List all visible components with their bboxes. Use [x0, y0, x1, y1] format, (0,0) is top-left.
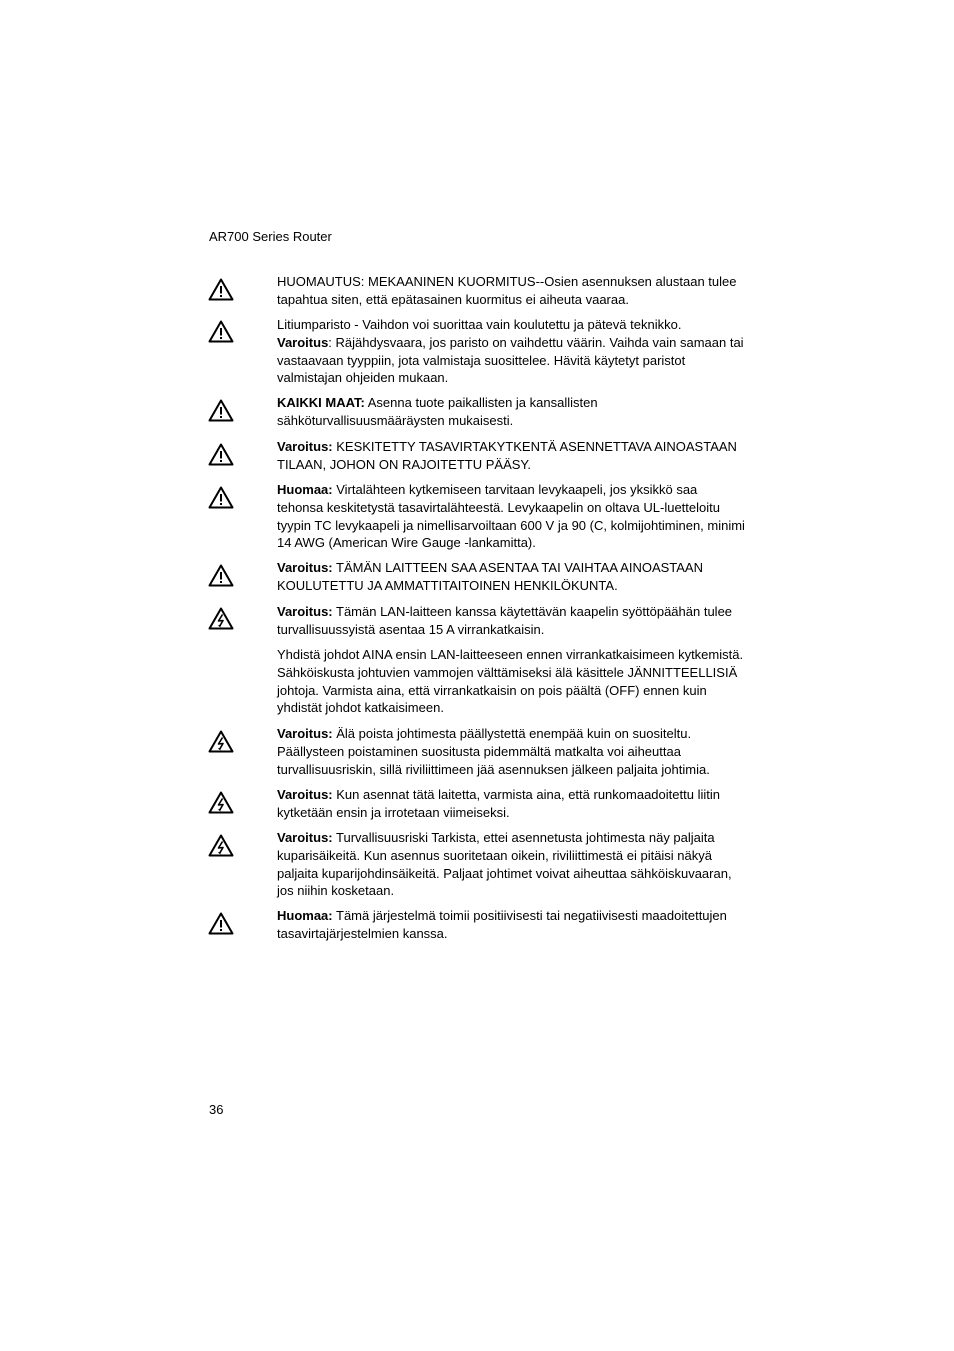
notice-lithium-battery — [277, 316, 747, 387]
notice-text: Virtalähteen kytkemiseen tarvitaan levykaapeli, jos yksikkö saa tehonsa keskitetystä tasavirtalähteestä. Levykaapelin on oltava UL-luetteloitu tyypin TC levykaapeli ja nimellisarvoiltaan 600 V ja 90 (C, kolmijohtiminen, minimi 14 AWG (American Wire Gauge -lankamitta). — [277, 482, 745, 551]
warning-triangle-icon — [208, 486, 234, 509]
notice-lead: Huomaa: — [277, 908, 333, 923]
notice-text: KESKITETTY TASAVIRTAKYTKENTÄ ASENNETTAVA AINOASTAAN TILAAN, JOHON ON RAJOITETTU PÄÄSY. — [277, 439, 737, 472]
running-header: AR700 Series Router — [209, 229, 332, 244]
notice-text: Asenna tuote paikallisten ja kansallisten sähköturvallisuusmääräysten mukaisesti. — [277, 395, 598, 428]
warning-triangle-icon — [208, 564, 234, 587]
warning-triangle-icon — [208, 320, 234, 343]
notice-text: Yhdistä johdot AINA ensin LAN-laitteeseen ennen virrankatkaisimeen kytkemistä. Sähköiskusta johtuvien vammojen välttämiseksi älä käsittele JÄNNITTEELLISIÄ johtoja. Varmista aina, että virrankatkaisin on pois päältä (OFF) ennen kuin yhdistät johdot katkaisimeen. — [277, 647, 744, 716]
notice-text: Älä poista johtimesta päällystettä enempää kuin on suositeltu. Päällysteen poistaminen suositusta pidemmältä matkalta voi aiheuttaa turvallisuusriskin, sillä riviliittimeen jää asennuksen jälkeen paljaita johtimia. — [277, 726, 710, 777]
electrical-hazard-icon — [208, 607, 234, 630]
notice-wire-stripping — [277, 725, 747, 778]
notice-lead: Varoitus: — [277, 560, 333, 575]
notice-text: TÄMÄN LAITTEEN SAA ASENTAA TAI VAIHTAA AINOASTAAN KOULUTETTU JA AMMATTITAITOINEN HENKILÖKUNTA. — [277, 560, 703, 593]
warning-triangle-icon — [208, 278, 234, 301]
notice-intro: Litiumparisto - Vaihdon voi suorittaa vain koulutettu ja pätevä teknikko. — [277, 317, 682, 332]
warning-triangle-icon — [208, 443, 234, 466]
notice-lead: Varoitus: — [277, 604, 333, 619]
notice-lead: Varoitus: — [277, 439, 333, 454]
notice-lead: Varoitus: — [277, 787, 333, 802]
notice-lead: Varoitus: — [277, 726, 333, 741]
notice-lead: Varoitus — [277, 334, 329, 350]
notice-power-cable — [277, 481, 747, 552]
notice-text: Kun asennat tätä laitetta, varmista aina, että runkomaadoitettu liitin kytketään ensin ja irrotetaan viimeiseksi. — [277, 787, 720, 820]
notice-lan-circuit-breaker — [277, 603, 747, 639]
notice-lead: KAIKKI MAAT: — [277, 395, 365, 410]
notice-grounded-dc — [277, 907, 747, 943]
notice-bare-copper — [277, 829, 747, 900]
notice-lead: Huomaa: — [277, 482, 333, 497]
notice-centralized-dc — [277, 438, 747, 474]
warning-triangle-icon — [208, 912, 234, 935]
electrical-hazard-icon — [208, 834, 234, 857]
notice-mechanical-load — [277, 273, 747, 309]
notice-text: Turvallisuusriski Tarkista, ettei asennetusta johtimesta näy paljaita kuparisäikeitä. Kun asennus suoritetaan oikein, riviliittimestä ei pitäisi näkyä paljaita kuparijohdinsäikeitä. Paljaat johtimet voivat aiheuttaa sähköiskuvaaran, jos niihin kosketaan. — [277, 830, 732, 899]
notice-ground-connector — [277, 786, 747, 822]
page-number: 36 — [209, 1102, 224, 1117]
notice-qualified-personnel — [277, 559, 747, 595]
warning-triangle-icon — [208, 399, 234, 422]
electrical-hazard-icon — [208, 730, 234, 753]
notice-lead: Varoitus: — [277, 830, 333, 845]
electrical-hazard-icon — [208, 791, 234, 814]
notice-all-countries — [277, 394, 747, 430]
notice-text: Tämä järjestelmä toimii positiivisesti tai negatiivisesti maadoitettujen tasavirtajärjestelmien kanssa. — [277, 908, 727, 941]
notice-text: : Räjähdysvaara, jos paristo on vaihdettu väärin. Vaihda vain samaan tai vastaavaan tyyppiin, jota valmistaja suosittelee. Hävitä käytetyt paristot valmistajan ohjeiden mukaan. — [277, 334, 744, 386]
notice-text: HUOMAUTUS: MEKAANINEN KUORMITUS--Osien asennuksen alustaan tulee tapahtua siten, että epätasainen kuormitus ei aiheuta vaaraa. — [277, 274, 737, 307]
notice-wiring-order — [277, 646, 747, 717]
notice-text: Tämän LAN-laitteen kanssa käytettävän kaapelin syöttöpäähän tulee turvallisuussyistä asentaa 15 A virrankatkaisin. — [277, 604, 733, 637]
